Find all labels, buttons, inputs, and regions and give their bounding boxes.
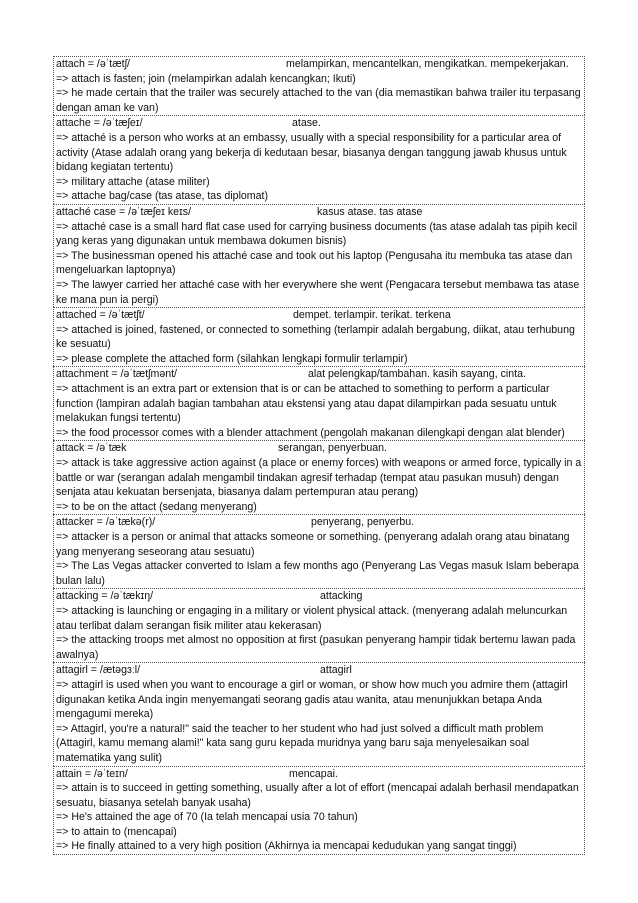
entry-meaning: serangan, penyerbuan. xyxy=(278,442,387,455)
entry-header xyxy=(56,308,583,323)
entry-term: attain = /əˈteɪn/ xyxy=(56,767,128,780)
entry-term: attachment = /əˈtætʃmənt/ xyxy=(56,368,178,381)
entry-term: attach = /əˈtætʃ/ xyxy=(56,58,130,70)
entry-meaning: atase. xyxy=(292,117,321,130)
entry-meaning: attacking xyxy=(320,590,363,603)
entry-meaning: kasus atase. tas atase xyxy=(317,205,423,218)
entry-meaning: melampirkan, mencantelkan, mengikatkan. mempekerjakan. xyxy=(286,58,569,70)
entry-line: => The businessman opened his attaché case and took out his laptop (Pengusaha itu membuka tas atase dan mengeluarkan laptopnya) xyxy=(56,249,573,277)
entry-term: attacking = /əˈtækɪŋ/ xyxy=(56,590,154,603)
entry-header xyxy=(56,367,583,382)
entry-header xyxy=(56,589,583,604)
entry-line: => He finally attained to a very high position (Akhirnya ia mencapai kedudukan yang sangat tinggi) xyxy=(56,840,517,853)
entry-line: => he made certain that the trailer was securely attached to the van (dia memastikan bahwa trailer itu terpasang dengan aman ke van) xyxy=(56,87,581,114)
entry-line: => Attagirl, you're a natural!" said the teacher to her student who had just solved a difficult math problem (Attagirl, kamu memang alami!" kata sang guru kepada muridnya yang baru saja menyelesaikan soal matematika yang sulit) xyxy=(56,722,544,764)
entry-line: => to attain to (mencapai) xyxy=(56,825,177,838)
entry-line: => The Las Vegas attacker converted to Islam a few months ago (Penyerang Las Vegas masuk Islam beberapa bulan lalu) xyxy=(56,560,579,587)
entry-attagirl xyxy=(53,662,585,765)
entry-line: => the food processor comes with a blender attachment (pengolah makanan dilengkapi dengan alat blender) xyxy=(56,426,565,439)
entry-line: => attack is take aggressive action against (a place or enemy forces) with weapons or armed force, typically in a battle or war (serangan adalah mengambil tindakan agresif terhadap (tempat atau pasukan musuh) dengan senjata atau kekuatan bersenjata, biasanya dalam pertempuran atau perang) xyxy=(56,457,582,499)
entry-line: => attached is joined, fastened, or connected to something (terlampir adalah bergabung, diikat, atau terhubung ke sesuatu) xyxy=(56,323,575,351)
entry-meaning: mencapai. xyxy=(289,767,338,780)
entry-attain xyxy=(53,766,585,856)
entry-meaning: attagirl xyxy=(320,664,352,677)
entry-attach xyxy=(53,56,585,115)
entry-line: => attach is fasten; join (melampirkan adalah kencangkan; Ikuti) xyxy=(56,72,356,85)
entry-term: attache = /əˈtæʃeɪ/ xyxy=(56,117,143,130)
entry-line: => attain is to succeed in getting something, usually after a lot of effort (mencapai adalah berhasil mendapatkan sesuatu, biasanya setelah banyak usaha) xyxy=(56,782,579,809)
entry-header xyxy=(56,441,583,456)
entry-line: => to be on the attact (sedang menyerang) xyxy=(56,500,257,513)
entry-attacking xyxy=(53,588,585,662)
entry-meaning: penyerang, penyerbu. xyxy=(311,516,415,529)
entry-meaning: alat pelengkap/tambahan. kasih sayang, cinta. xyxy=(308,368,526,381)
entry-attachment xyxy=(53,366,585,440)
entry-line: => He's attained the age of 70 (Ia telah mencapai usia 70 tahun) xyxy=(56,811,358,824)
entry-attack xyxy=(53,440,585,514)
entry-line: => attaché case is a small hard flat case used for carrying business documents (tas atase adalah tas pipih kecil yang keras yang digunakan untuk membawa dokumen bisnis) xyxy=(56,220,578,248)
entry-attache-case xyxy=(53,204,585,307)
dictionary-page xyxy=(53,56,585,855)
entry-line: => military attache (atase militer) xyxy=(56,175,210,188)
entry-term: attaché case = /əˈtæʃeɪ keɪs/ xyxy=(56,205,192,218)
entry-line: => attache bag/case (tas atase, tas diplomat) xyxy=(56,190,268,203)
entry-line: => attacking is launching or engaging in a military or violent physical attack. (menyerang adalah meluncurkan atau terlibat dalam serangan fisik militer atau kekerasan) xyxy=(56,604,568,632)
entry-header xyxy=(56,57,583,72)
entry-term: attached = /əˈtætʃt/ xyxy=(56,309,145,322)
entry-attached xyxy=(53,307,585,366)
entry-line: => attacker is a person or animal that attacks someone or something. (penyerang adalah orang atau binatang yang menyerang seseorang atau sesuatu) xyxy=(56,531,570,558)
entry-meaning: dempet. terlampir. terikat. terkena xyxy=(293,309,451,322)
entry-header xyxy=(56,663,583,678)
entry-attacker xyxy=(53,514,585,588)
entry-line: => The lawyer carried her attaché case with her everywhere she went (Pengacara tersebut membawa tas atase ke mana pun ia pergi) xyxy=(56,278,580,306)
entry-term: attagirl = /ætəgɜːl/ xyxy=(56,664,141,677)
entry-attache xyxy=(53,115,585,204)
entry-line: => attaché is a person who works at an embassy, usually with a special responsibility for a particular area of activity (Atase adalah orang yang bekerja di kedutaan besar, biasanya dengan tanggung jawab khusus untuk bidang kegiatan tertentu) xyxy=(56,131,567,174)
entry-header xyxy=(56,515,583,530)
entry-line: => attachment is an extra part or extension that is or can be attached to something to perform a particular function (lampiran adalah bagian tambahan atau ekstensi yang atau dapat dilampirkan pada sesuatu untuk melakukan fungsi tertentu) xyxy=(56,383,557,425)
entry-term: attacker = /əˈtækə(r)/ xyxy=(56,516,156,529)
entry-line: => the attacking troops met almost no opposition at first (pasukan penyerang hampir tidak bertemu lawan pada awalnya) xyxy=(56,634,576,661)
entry-term: attack = /əˈtæk xyxy=(56,442,127,455)
entry-header xyxy=(56,205,583,220)
entry-line: => attagirl is used when you want to encourage a girl or woman, or show how much you admire them (attagirl digunakan ketika Anda ingin menyemangati seorang gadis atau wanita, atau menunjukkan betapa Anda mengagumi mereka) xyxy=(56,678,568,721)
entry-header xyxy=(56,116,583,131)
entry-line: => please complete the attached form (silahkan lengkapi formulir terlampir) xyxy=(56,352,408,365)
entry-header xyxy=(56,767,583,782)
